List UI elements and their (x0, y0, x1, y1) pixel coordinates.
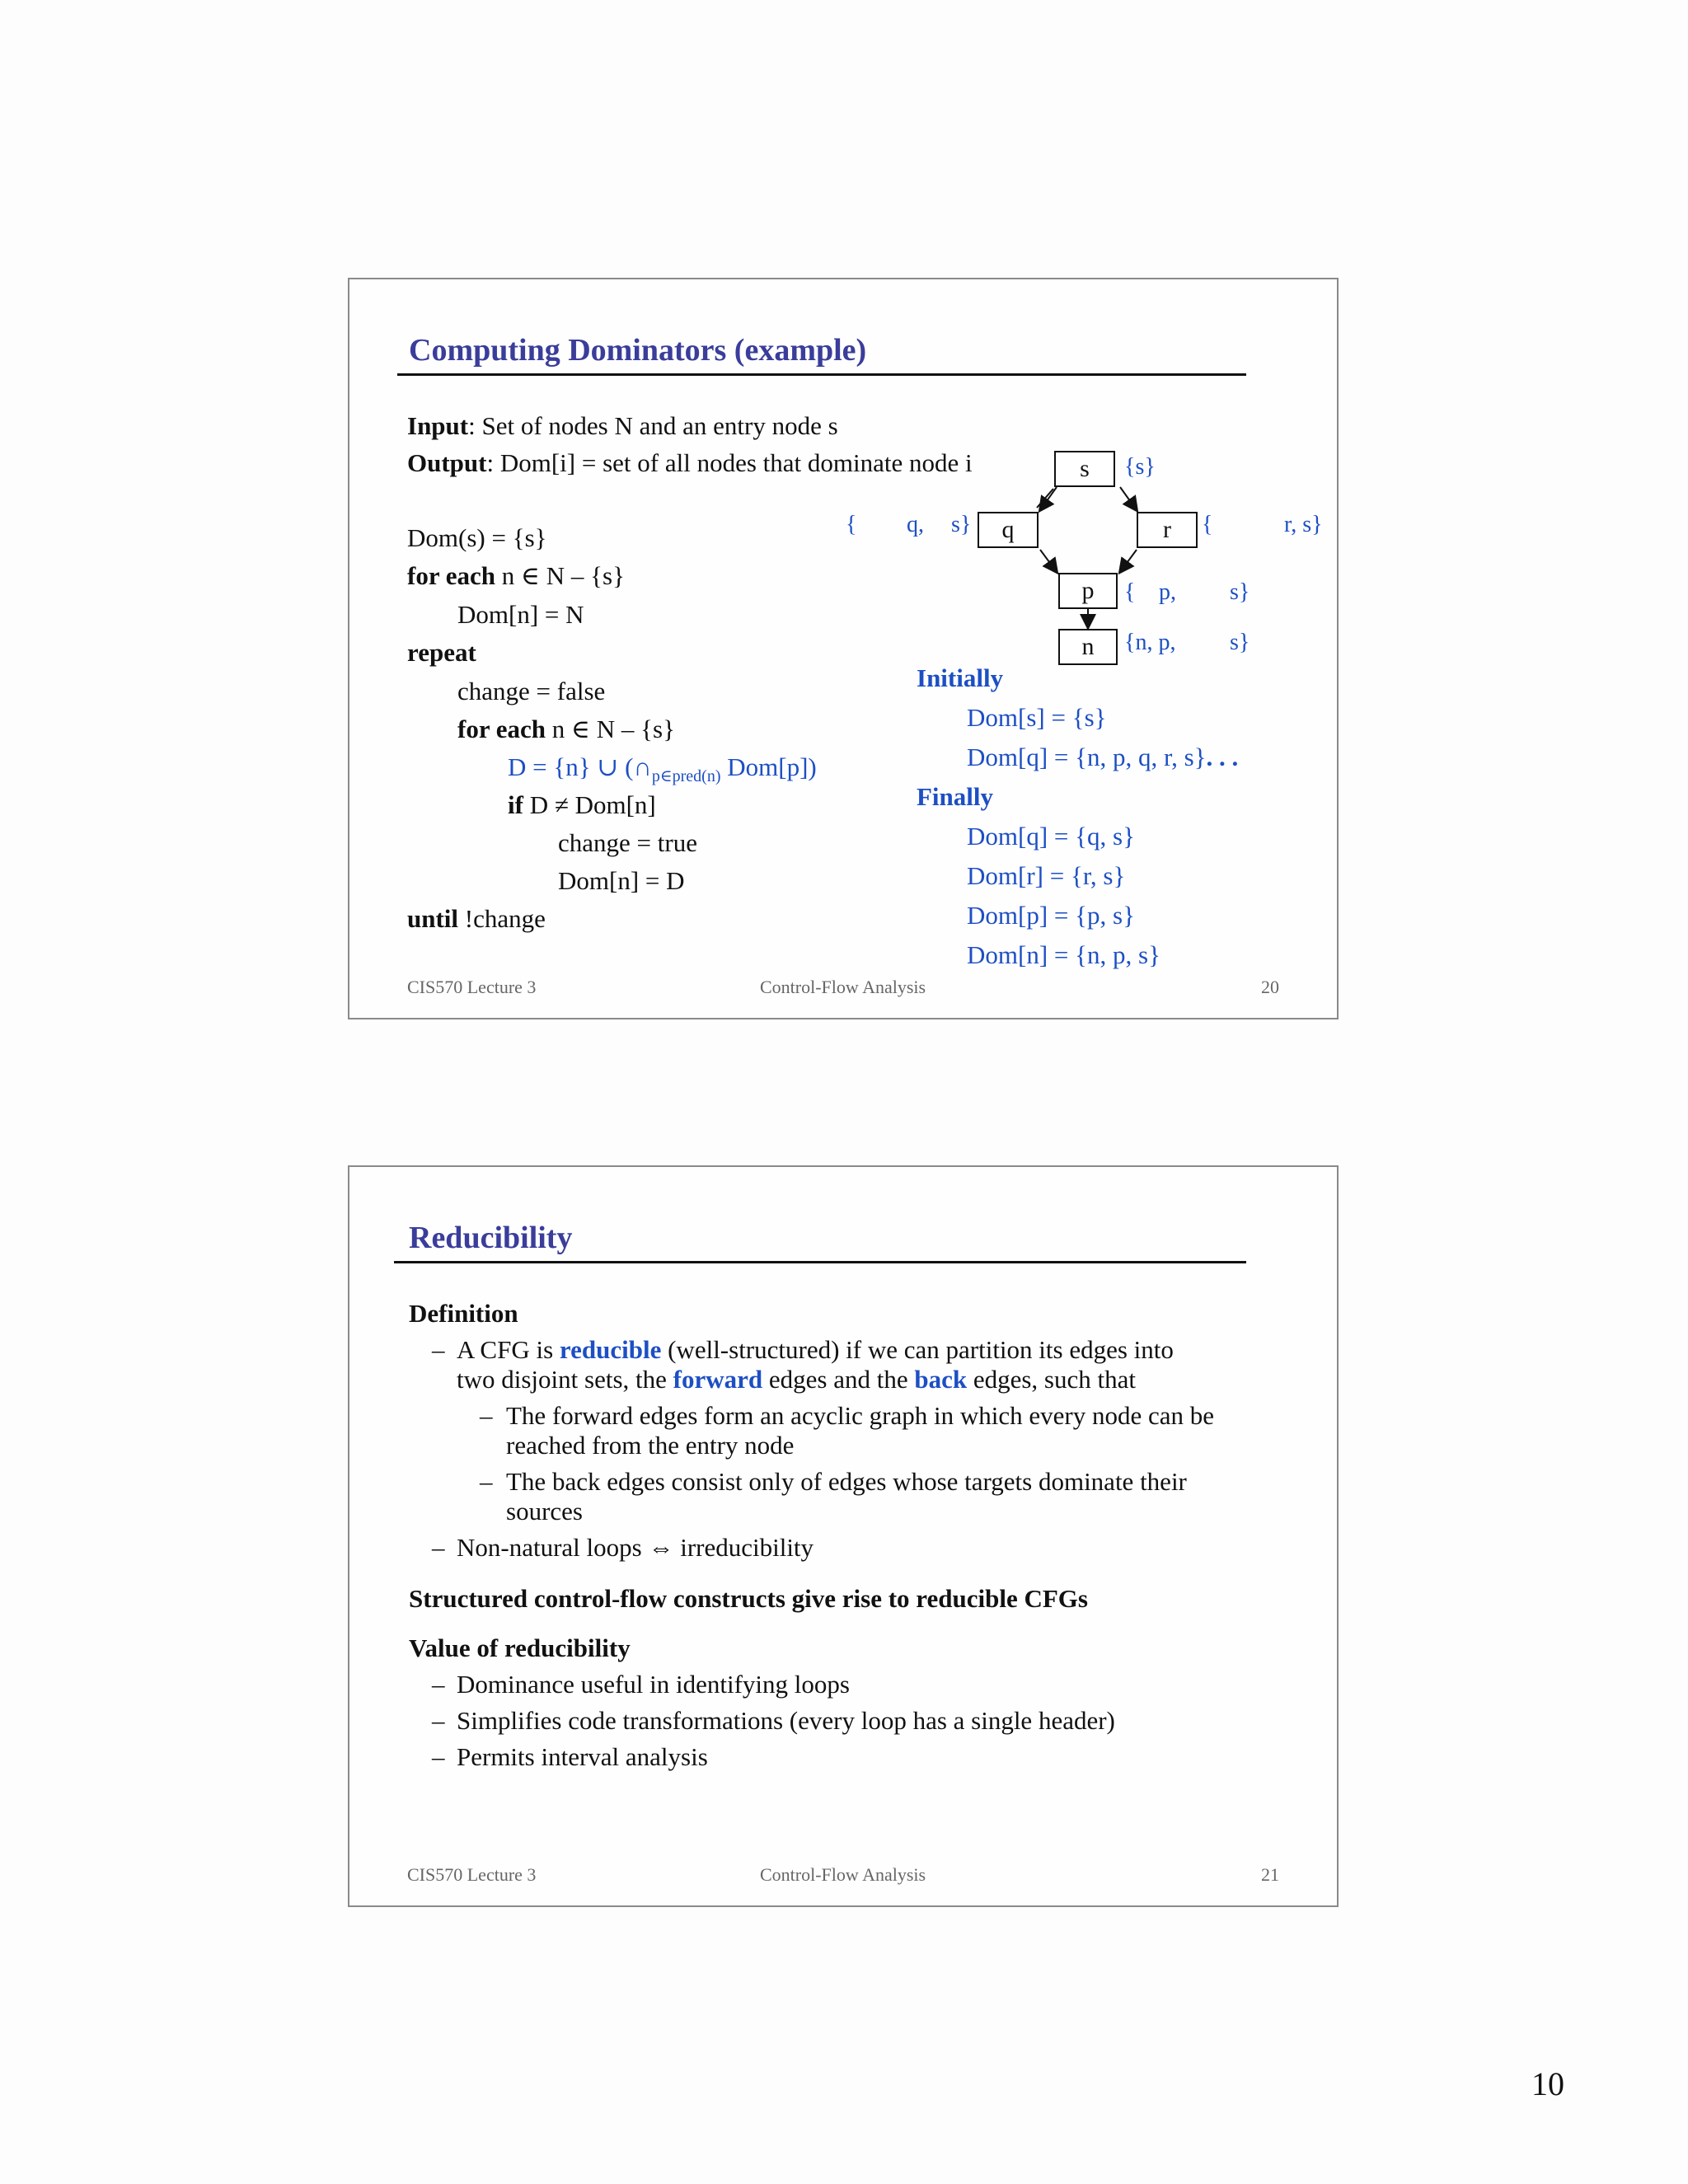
cfg-node-p: p (1058, 573, 1118, 609)
cfg-node-n: n (1058, 629, 1118, 665)
text: A CFG is (457, 1335, 560, 1364)
code-text: Dom[p]) (720, 752, 817, 781)
set-label-n-open: {n, p, (1124, 630, 1176, 655)
slide-title: Reducibility (409, 1221, 573, 1255)
cfg-node-r: r (1137, 512, 1198, 548)
code-text: D = {n} ∪ (∩ (508, 752, 652, 781)
edge-s-q-arrow (1040, 487, 1057, 510)
structured-statement: Structured control-flow constructs give rise to reducible CFGs (409, 1584, 1088, 1613)
footer-course: CIS570 Lecture 3 (407, 1864, 537, 1885)
text: two disjoint sets, the (457, 1365, 673, 1394)
footer-topic: Control-Flow Analysis (760, 977, 926, 997)
set-label-n-close: s} (1230, 630, 1250, 655)
value-item-1: Dominance useful in identifying loops (457, 1670, 850, 1699)
code-text: n ∈ N – {s} (495, 561, 625, 590)
keyword: for each (407, 561, 496, 590)
finally-line-1: Dom[q] = {q, s} (967, 822, 1135, 851)
slide-reducibility (348, 1165, 1339, 1907)
finally-line-2: Dom[r] = {r, s} (967, 861, 1126, 890)
term-reducible: reducible (559, 1335, 662, 1364)
page-number: 10 (1531, 2065, 1564, 2102)
input-label: Input (407, 411, 469, 440)
code-text: n ∈ N – {s} (546, 715, 675, 743)
initially-line-2 (967, 743, 1238, 772)
code-line-4: repeat (407, 638, 476, 667)
code-text: D ≠ Dom[n] (523, 790, 656, 819)
non-natural-loops-line: Non-natural loops ⇔ irreducibility (457, 1533, 814, 1562)
subpoint-2-line-1: The back edges consist only of edges whose targets dominate their (506, 1467, 1187, 1496)
keyword: until (407, 904, 459, 933)
edge-s-q (1037, 489, 1053, 508)
bullet-dash: – (480, 1401, 493, 1430)
bullet-dash: – (432, 1335, 445, 1364)
code-line-5: change = false (457, 677, 606, 705)
subpoint-1-line-2: reached from the entry node (506, 1431, 795, 1460)
bullet-dash: – (432, 1670, 445, 1699)
set-label-q-close: s} (951, 512, 972, 537)
definition-line-1 (457, 1335, 1174, 1365)
set-label-p-mid: p, (1159, 579, 1176, 605)
cfg-diagram (349, 279, 1339, 1021)
initially-heading: Initially (917, 663, 1004, 692)
subpoint-1-line-1: The forward edges form an acyclic graph in which every node can be (506, 1401, 1215, 1430)
value-item-3: Permits interval analysis (457, 1742, 708, 1771)
input-text: : Set of nodes N and an entry node s (468, 411, 838, 440)
footer-slide-number: 20 (1261, 977, 1279, 997)
term-back: back (914, 1365, 968, 1394)
edge-q-p-arrow (1040, 550, 1057, 572)
set-label-p-open: { (1124, 579, 1136, 605)
bullet-dash: – (432, 1742, 445, 1771)
set-label-p-close: s} (1230, 579, 1250, 605)
text: edges and the (762, 1365, 915, 1394)
keyword: if (508, 790, 523, 819)
code-line-3: Dom[n] = N (457, 600, 584, 629)
code-line-10: Dom[n] = D (558, 866, 685, 895)
definition-heading: Definition (409, 1299, 518, 1328)
code-text: !change (458, 904, 546, 933)
edge-r-p-arrow (1120, 550, 1137, 572)
text: edges, such that (967, 1365, 1136, 1394)
edge-s-r-arrow (1120, 487, 1137, 510)
set-label-s: {s} (1124, 454, 1156, 480)
value-item-2: Simplifies code transformations (every loop has a single header) (457, 1706, 1115, 1735)
output-text: : Dom[i] = set of all nodes that dominate node i (486, 448, 973, 477)
code-line-9: change = true (558, 828, 697, 857)
term-forward: forward (673, 1365, 763, 1394)
slide-computing-dominators (348, 278, 1339, 1019)
finally-heading: Finally (917, 782, 994, 811)
set-label-r-open: { (1202, 512, 1213, 537)
set-label-r-close: r, s} (1284, 512, 1323, 537)
slide-title: Computing Dominators (example) (409, 333, 867, 368)
text: (well-structured) if we can partition its edges into (661, 1335, 1174, 1364)
cfg-node-s: s (1054, 451, 1115, 487)
cfg-node-q: q (978, 512, 1039, 548)
finally-line-4: Dom[n] = {n, p, s} (967, 940, 1160, 969)
subpoint-2-line-2: sources (506, 1497, 583, 1526)
bullet-dash: – (480, 1467, 493, 1496)
title-rule (394, 1261, 1246, 1263)
code-line-1: Dom(s) = {s} (407, 523, 547, 552)
set-label-q-open: { (846, 512, 857, 537)
value-heading: Value of reducibility (409, 1633, 631, 1662)
code-subscript: p∈pred(n) (651, 767, 721, 786)
definition-line-2 (457, 1365, 1136, 1394)
footer-topic: Control-Flow Analysis (760, 1864, 926, 1885)
set-label-q-mid: q, (907, 512, 924, 537)
initially-text: Dom[q] = {n, p, q, r, s} (967, 743, 1207, 771)
initially-line-1: Dom[s] = {s} (967, 703, 1107, 732)
footer-course: CIS570 Lecture 3 (407, 977, 537, 997)
output-label: Output (407, 448, 487, 477)
bullet-dash: – (432, 1706, 445, 1735)
bullet-dash: – (432, 1533, 445, 1562)
ellipsis: . . . (1206, 743, 1239, 771)
finally-line-3: Dom[p] = {p, s} (967, 901, 1135, 930)
keyword: for each (457, 715, 546, 743)
footer-slide-number: 21 (1261, 1864, 1279, 1885)
